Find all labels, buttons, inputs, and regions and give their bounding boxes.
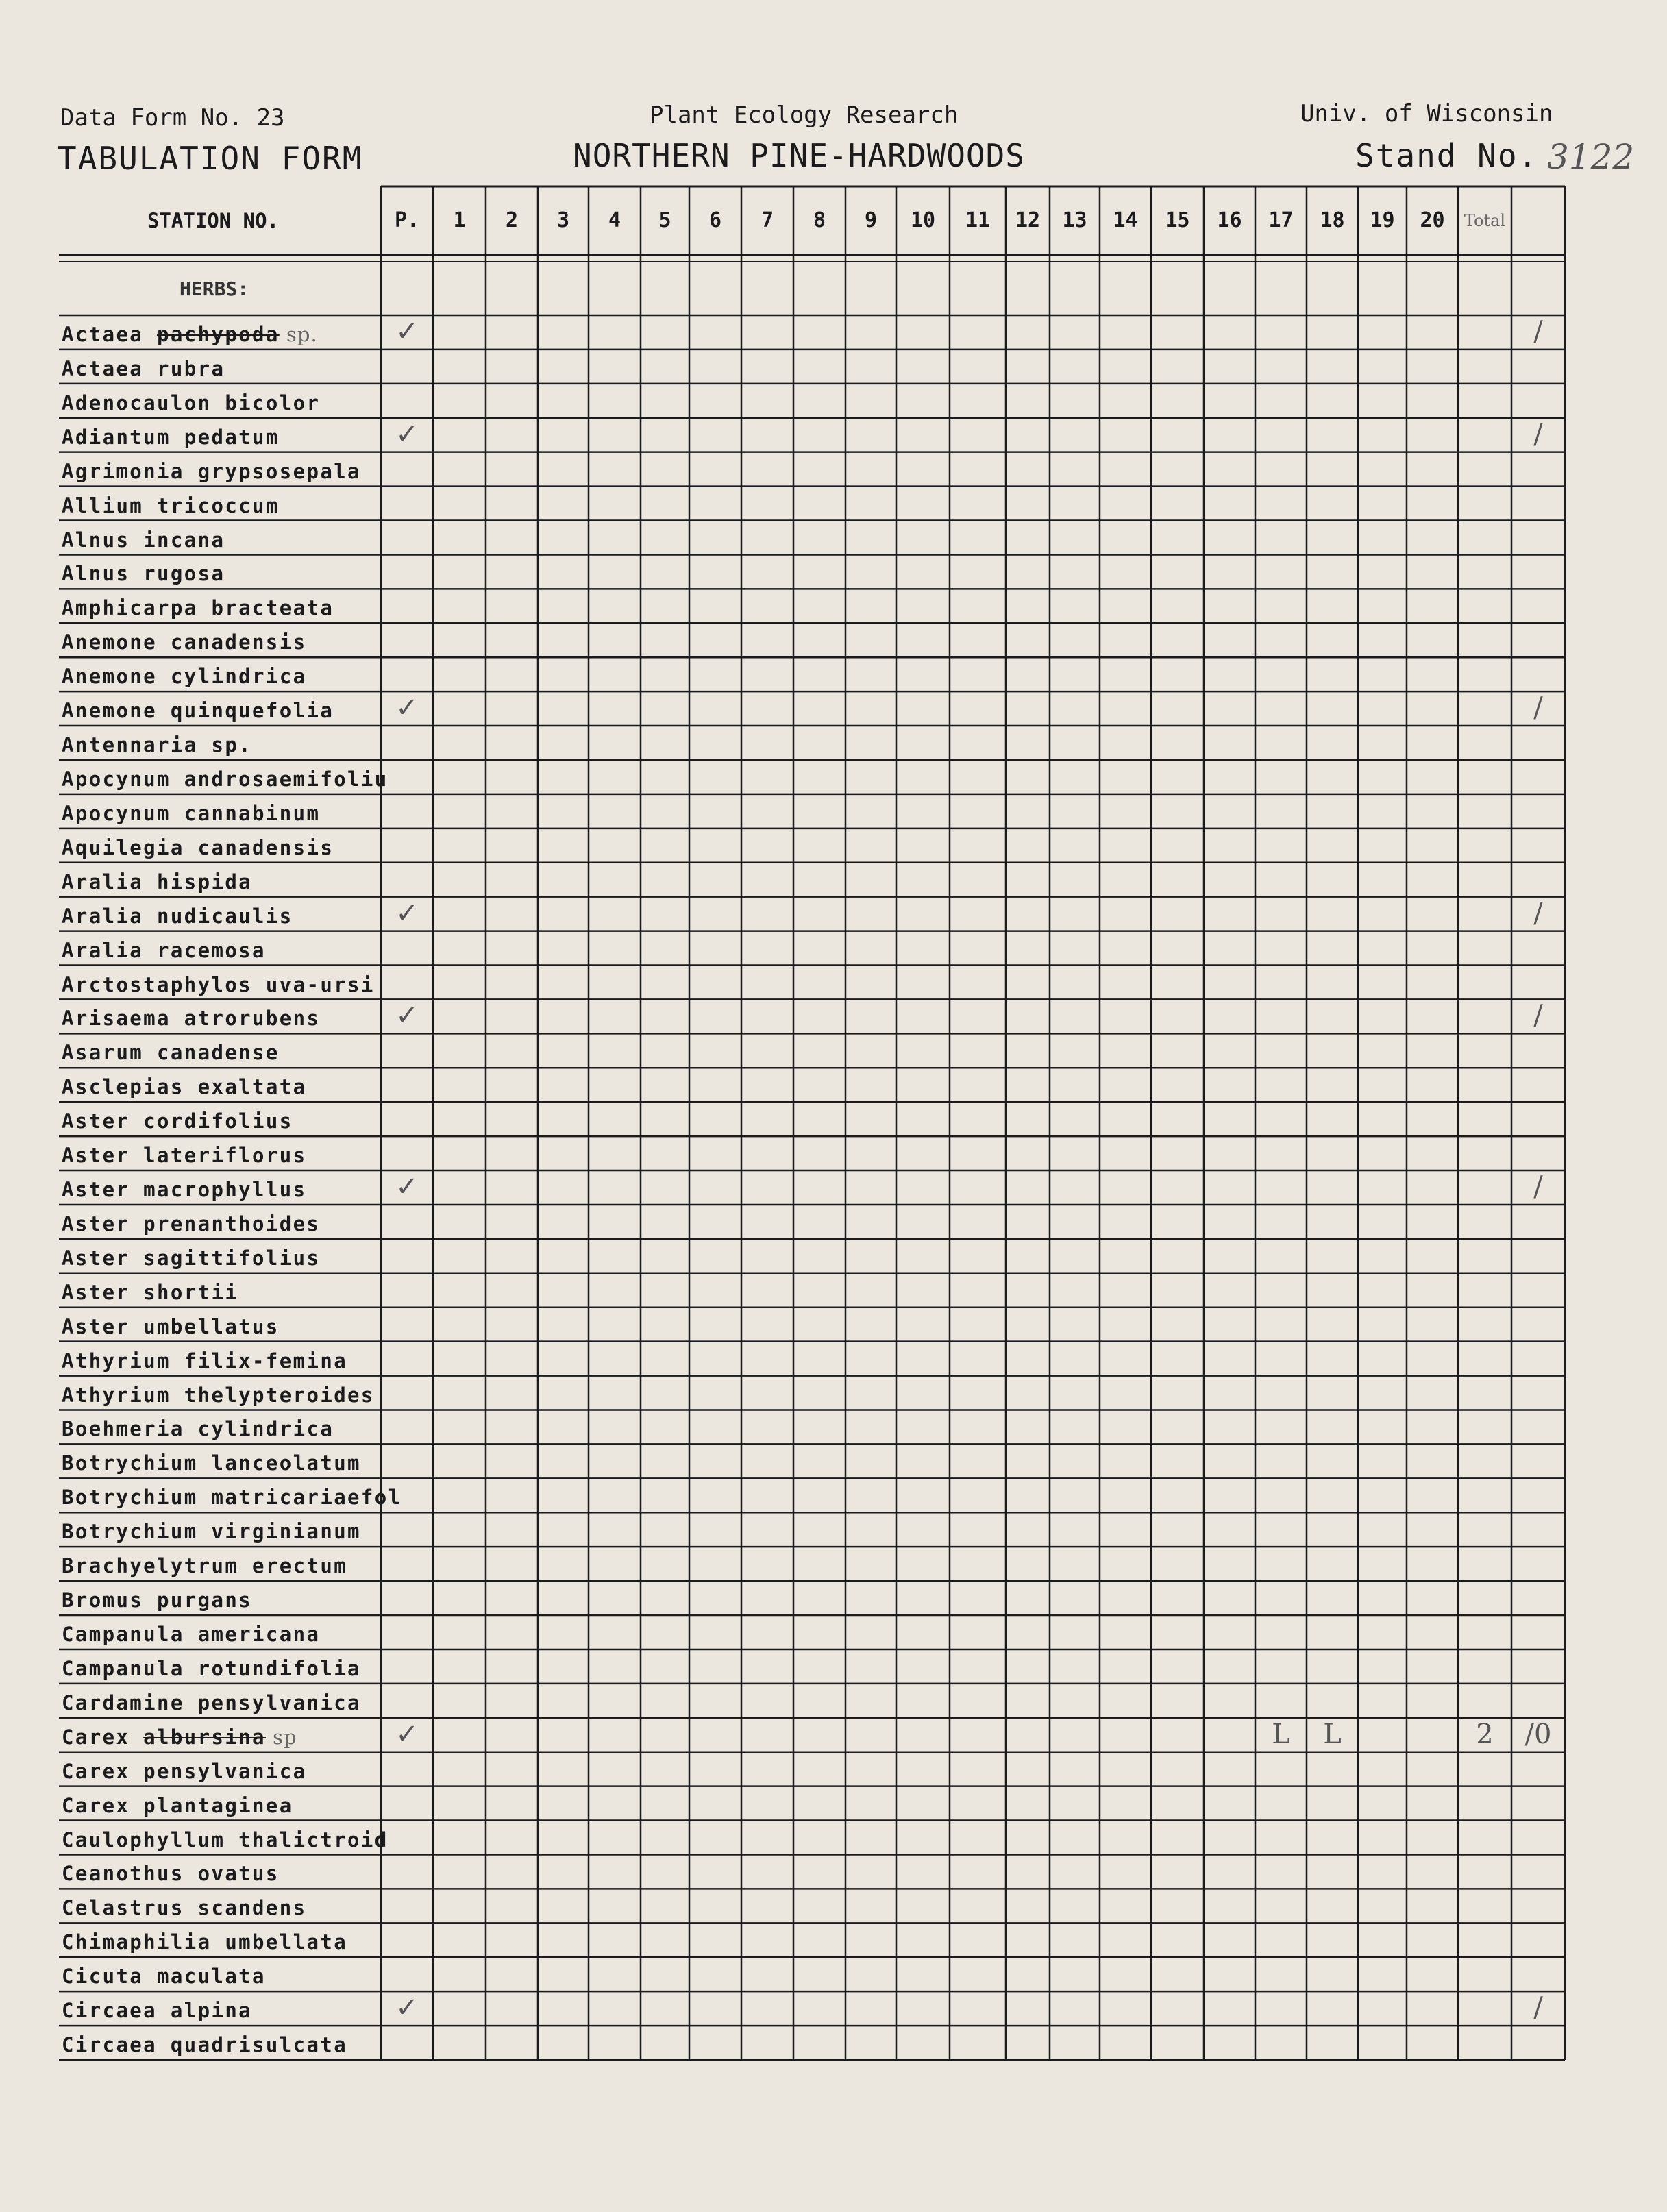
species-name: Asarum canadense [62,1041,280,1065]
column-header-9: 9 [864,208,878,232]
species-name: Aralia hispida [62,870,253,894]
species-name: Anemone quinquefolia [62,699,334,723]
species-name: Botrychium matricariaefol [62,1486,402,1510]
column-header-6: 6 [708,208,722,232]
station-17-mark[interactable]: L [1272,1718,1290,1750]
species-name: Circaea alpina [62,1999,253,2023]
presence-check-mark[interactable]: ✓ [395,1718,419,1750]
species-name: Agrimonia grypsosepala [62,459,361,483]
column-header-17: 17 [1268,208,1294,232]
species-name: Boehmeria cylindrica [62,1417,334,1441]
station-no-header: STATION NO. [147,209,280,232]
forest-type-title: NORTHERN PINE-HARDWOODS [573,137,1025,174]
species-name: Alnus rugosa [62,562,225,586]
last-column-mark[interactable]: / [1533,1992,1543,2024]
species-name: Actaea rubra [62,356,225,380]
column-header-blank [1511,186,1565,255]
species-name: Adenocaulon bicolor [62,391,321,415]
species-name: Arisaema atrorubens [62,1007,321,1031]
species-name: Bromus purgans [62,1588,253,1612]
species-name: Carex plantaginea [62,1793,293,1817]
species-name: Cardamine pensylvanica [62,1691,361,1715]
species-name: Amphicarpa bracteata [62,596,334,620]
presence-check-mark[interactable]: ✓ [395,692,419,724]
presence-check-mark[interactable]: ✓ [395,1171,419,1203]
research-heading: Plant Ecology Research [650,101,959,129]
last-column-mark[interactable]: / [1533,1000,1543,1032]
species-name: Aster lateriflorus [62,1144,307,1168]
species-name: Actaea pachypoda sp. [62,323,318,346]
column-header-7: 7 [761,208,774,232]
column-header-18: 18 [1320,208,1345,232]
stand-number-label: Stand No. [1355,137,1539,174]
species-name: Alnus incana [62,528,225,552]
column-header-p: P. [394,208,420,232]
species-name: Aralia racemosa [62,938,266,962]
last-column-mark[interactable]: /0 [1524,1718,1552,1750]
column-header-4: 4 [608,208,621,232]
stand-number-value[interactable]: 3122 [1547,137,1635,177]
column-header-13: 13 [1062,208,1087,232]
presence-check-mark[interactable]: ✓ [395,1000,419,1032]
column-header-11: 11 [965,208,991,232]
species-name: Aster umbellatus [62,1314,280,1338]
species-name: Athyrium thelypteroides [62,1383,375,1407]
last-column-mark[interactable]: / [1533,897,1543,929]
struck-epithet: pachypoda [157,323,280,346]
presence-check-mark[interactable]: ✓ [395,316,419,347]
species-name: Campanula americana [62,1623,321,1647]
last-column-mark[interactable]: / [1533,1171,1543,1203]
presence-check-mark[interactable]: ✓ [395,1992,419,2024]
column-header-19: 19 [1370,208,1395,232]
column-header-5: 5 [658,208,671,232]
species-name: Carex albursina sp [62,1725,297,1749]
species-name: Allium tricoccum [62,493,280,517]
species-name: Chimaphilia umbellata [62,1930,348,1954]
species-name: Antennaria sp. [62,733,253,757]
column-header-16: 16 [1217,208,1242,232]
presence-check-mark[interactable]: ✓ [395,897,419,929]
section-herbs-label: HERBS: [180,278,249,300]
form-type-title: TABULATION FORM [58,140,363,177]
struck-epithet: albursina [143,1725,266,1749]
species-name: Apocynum androsaemifoliu [62,767,388,791]
species-name: Aster prenanthoides [62,1212,321,1236]
handwritten-note: sp [265,1725,297,1749]
species-name: Cicuta maculata [62,1965,266,1989]
presence-check-mark[interactable]: ✓ [395,418,419,450]
total-value[interactable]: 2 [1476,1718,1494,1750]
last-column-mark[interactable]: / [1533,418,1543,450]
species-name: Botrychium lanceolatum [62,1451,361,1475]
species-name: Asclepias exaltata [62,1075,307,1099]
species-name: Adiantum pedatum [62,425,280,449]
species-name: Athyrium filix-femina [62,1349,348,1373]
form-number: Data Form No. 23 [60,104,285,132]
handwritten-note: sp. [279,323,318,346]
last-column-mark[interactable]: / [1533,316,1543,347]
last-column-mark[interactable]: / [1533,692,1543,724]
species-name: Carex pensylvanica [62,1759,307,1783]
column-header-15: 15 [1165,208,1190,232]
column-header-2: 2 [505,208,519,232]
species-name: Aster sagittifolius [62,1246,321,1270]
species-name: Arctostaphylos uva-ursi [62,972,375,996]
species-name: Anemone canadensis [62,630,307,654]
species-name: Celastrus scandens [62,1896,307,1920]
station-18-mark[interactable]: L [1323,1718,1342,1750]
species-name: Aster shortii [62,1280,239,1304]
species-name: Caulophyllum thalictroid [62,1828,388,1852]
species-name: Aster macrophyllus [62,1178,307,1202]
species-name: Aquilegia canadensis [62,835,334,859]
column-header-10: 10 [910,208,936,232]
species-name: Aralia nudicaulis [62,904,293,928]
column-header-12: 12 [1015,208,1041,232]
species-name: Campanula rotundifolia [62,1656,361,1680]
column-header-20: 20 [1420,208,1445,232]
column-header-1: 1 [453,208,466,232]
column-header-14: 14 [1113,208,1138,232]
species-name: Botrychium virginianum [62,1520,361,1544]
column-header-8: 8 [813,208,826,232]
species-name: Circaea quadrisulcata [62,2033,348,2057]
species-name: Ceanothus ovatus [62,1862,280,1886]
species-name: Anemone cylindrica [62,665,307,689]
species-name: Aster cordifolius [62,1109,293,1133]
column-header-3: 3 [556,208,570,232]
species-name: Brachyelytrum erectum [62,1554,348,1578]
university-name: Univ. of Wisconsin [1300,100,1553,127]
species-name: Apocynum cannabinum [62,801,321,825]
column-header-total: Total [1464,211,1506,230]
